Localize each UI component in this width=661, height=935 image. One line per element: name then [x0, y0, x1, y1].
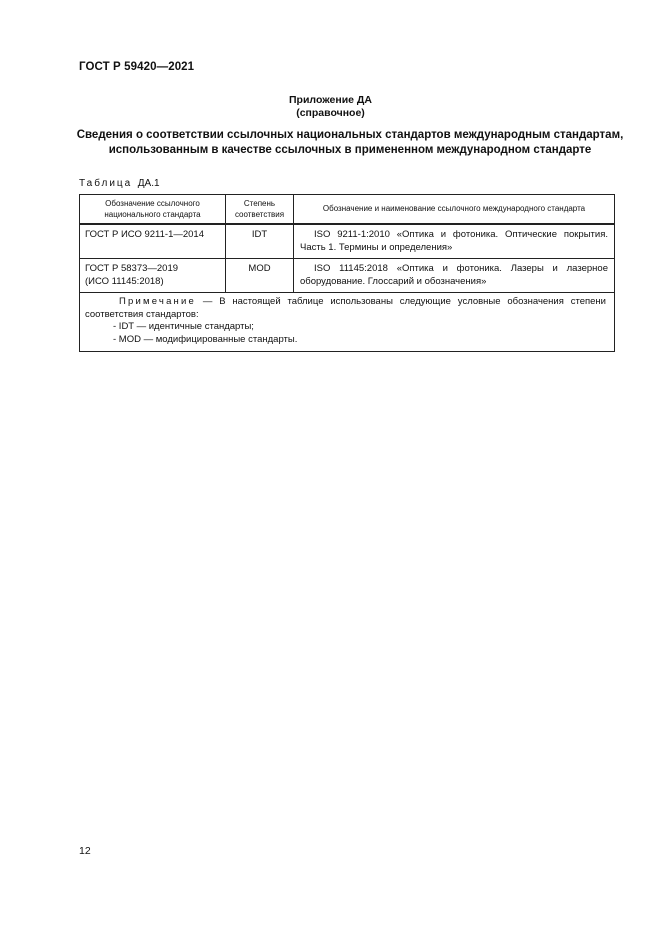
appendix-heading — [0, 94, 661, 120]
national-standard-code: ГОСТ Р ИСО 9211-1—2014 — [85, 229, 204, 240]
appendix-title: Приложение ДА — [289, 94, 372, 106]
section-title — [70, 128, 630, 158]
table-note — [80, 293, 615, 352]
appendix-subtitle: (справочное) — [296, 107, 365, 119]
header-national-standard-line-2: национального стандарта — [104, 209, 201, 219]
page-number: 12 — [79, 845, 91, 857]
table-caption — [79, 178, 160, 189]
note-intro — [85, 296, 606, 321]
cell-international-standard: ISO 11145:2018 «Оптика и фотоника. Лазеры и лазерное оборудование. Глоссарий и обозначения» — [294, 259, 615, 293]
note-label: Примечание — [119, 296, 196, 307]
table-header-row — [80, 195, 615, 225]
table-caption-label: Таблица — [79, 178, 133, 189]
document-code-header: ГОСТ Р 59420—2021 — [79, 61, 195, 73]
cell-degree: IDT — [226, 224, 294, 259]
header-international-standard: Обозначение и наименование ссылочного международного стандарта — [294, 195, 615, 225]
header-degree — [226, 195, 294, 225]
note-item-idt: - IDT — идентичные стандарты; — [113, 321, 254, 332]
national-standard-equivalent: (ИСО 11145:2018) — [85, 275, 164, 287]
cell-national-standard — [80, 224, 226, 259]
standards-correspondence-table — [79, 194, 615, 352]
note-intro-text: — В настоящей таблице использованы следующие условные обозначения степени соответствия стандартов: — [85, 296, 606, 320]
table-caption-number: ДА.1 — [137, 178, 160, 189]
table-row — [80, 259, 615, 293]
header-national-standard-line-1: Обозначение ссылочного — [105, 199, 200, 208]
national-standard-code: ГОСТ Р 58373—2019 — [85, 263, 179, 274]
table-note-row — [80, 293, 615, 352]
header-degree-line-2: соответствия — [234, 209, 285, 219]
header-degree-line-1: Степень — [243, 199, 276, 208]
section-title-line-2: использованным в качестве ссылочных в примененном международном стандарте — [108, 144, 592, 156]
header-national-standard — [80, 195, 226, 225]
cell-international-standard: ISO 9211-1:2010 «Оптика и фотоника. Оптические покрытия. Часть 1. Термины и определения» — [294, 224, 615, 259]
table-row — [80, 224, 615, 259]
section-title-line-1: Сведения о соответствии ссылочных национальных стандартов международным стандартам, — [76, 129, 624, 141]
note-item-mod: - MOD — модифицированные стандарты. — [113, 333, 298, 345]
cell-degree: MOD — [226, 259, 294, 293]
cell-national-standard — [80, 259, 226, 293]
